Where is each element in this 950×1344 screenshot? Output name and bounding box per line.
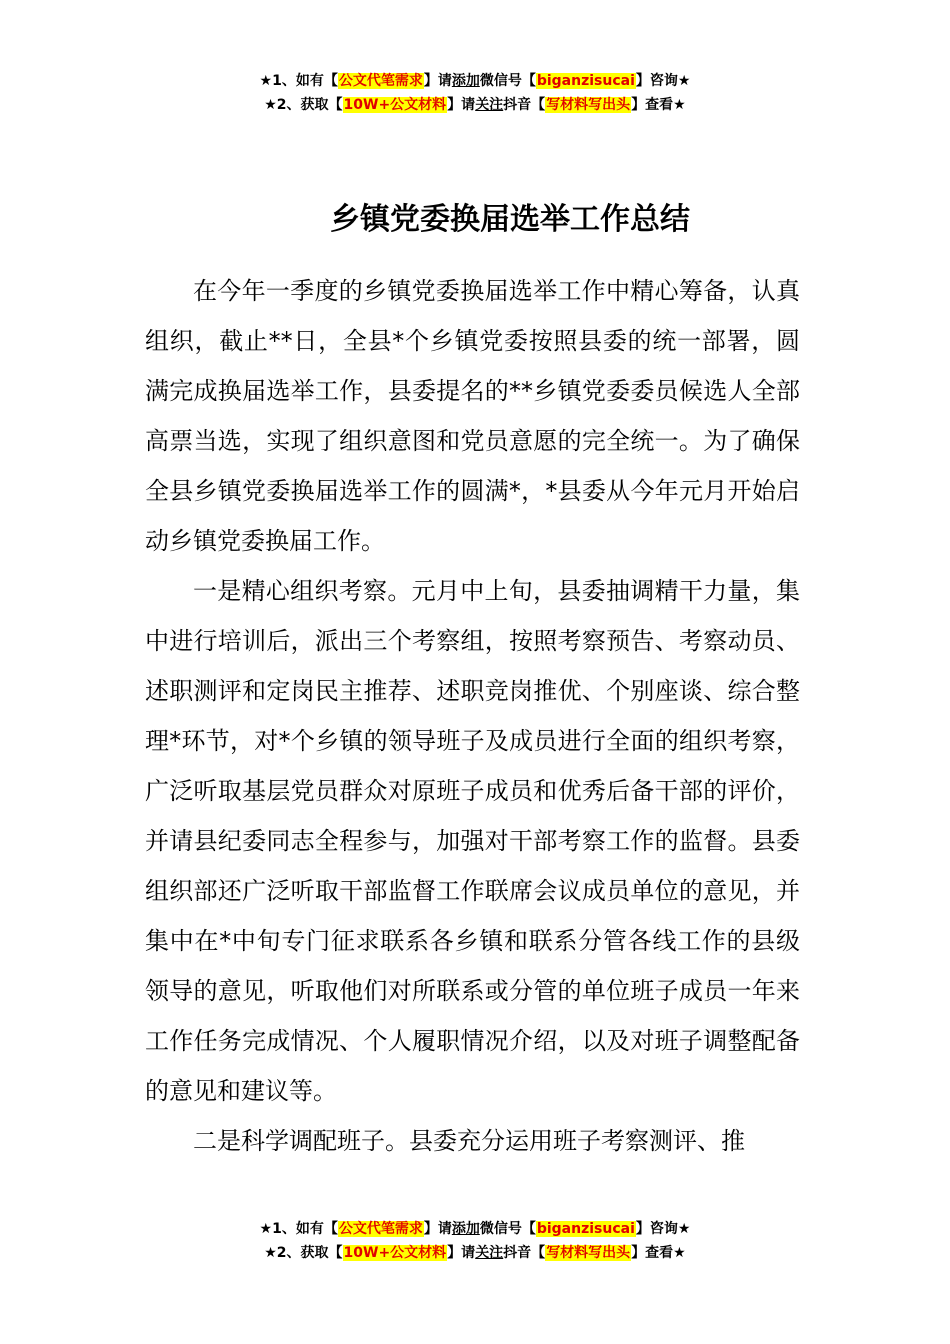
footer-banner (0, 1217, 950, 1265)
footer-line-1 (0, 1217, 950, 1241)
footer-line1-suffix: 】咨询★ (635, 1221, 691, 1237)
footer-line2-suffix: 】查看★ (631, 1245, 686, 1261)
paragraph-1: 在今年一季度的乡镇党委换届选举工作中精心筹备，认真组织，截止**日，全县*个乡镇党委按照县委的统一部署，圆满完成换届选举工作，县委提名的**乡镇党委委员候选人全部高票当选，实现了组织意图和党员意愿的完全统一。为了确保全县乡镇党委换届选举工作的圆满*，*县委从今年元月开始启动乡镇党委换届工作。 (145, 277, 800, 555)
header-line1-underlined: 添加 (451, 73, 480, 89)
document-title: 乡镇党委换届选举工作总结 (330, 202, 690, 237)
header-line2-text-2: 抖音【 (503, 97, 546, 113)
header-banner (0, 69, 950, 117)
header-line2-underlined: 关注 (475, 97, 504, 113)
header-line2-highlight-materials: 10W+公文材料 (343, 97, 447, 113)
header-line1-highlight-wechat: biganzisucai (536, 73, 635, 89)
header-line1-suffix: 】咨询★ (635, 73, 691, 89)
paragraph-3: 二是科学调配班子。县委充分运用班子考察测评、推 (193, 1127, 745, 1155)
header-line2-prefix: ★2、获取【 (264, 97, 343, 113)
footer-line2-underlined: 关注 (475, 1245, 504, 1261)
footer-line1-text-2: 微信号【 (479, 1221, 536, 1237)
header-line2-text: 】请 (447, 97, 476, 113)
footer-line-2 (0, 1241, 950, 1265)
header-line1-prefix: ★1、如有【 (259, 73, 338, 89)
footer-line2-highlight-materials: 10W+公文材料 (343, 1245, 447, 1261)
footer-line2-text-2: 抖音【 (503, 1245, 546, 1261)
footer-line1-prefix: ★1、如有【 (259, 1221, 338, 1237)
footer-line2-text: 】请 (447, 1245, 476, 1261)
header-line-1 (0, 69, 950, 93)
header-line1-text: 】请 (423, 73, 452, 89)
paragraph-2: 一是精心组织考察。元月中上旬，县委抽调精干力量，集中进行培训后，派出三个考察组，按照考察预告、考察动员、述职测评和定岗民主推荐、述职竞岗推优、个别座谈、综合整理*环节，对*个乡镇的领导班子及成员进行全面的组织考察，广泛听取基层党员群众对原班子成员和优秀后备干部的评价，并请县纪委同志全程参与，加强对干部考察工作的监督。县委组织部还广泛听取干部监督工作联席会议成员单位的意见，并集中在*中旬专门征求联系各乡镇和联系分管各线工作的县级领导的意见，听取他们对所联系或分管的单位班子成员一年来工作任务完成情况、个人履职情况介绍，以及对班子调整配备的意见和建议等。 (145, 577, 800, 1105)
footer-line2-prefix: ★2、获取【 (264, 1245, 343, 1261)
footer-line2-highlight-douyin: 写材料写出头 (546, 1245, 631, 1261)
header-line2-highlight-douyin: 写材料写出头 (546, 97, 631, 113)
header-line1-highlight-service: 公文代笔需求 (338, 73, 423, 89)
header-line-2 (0, 93, 950, 117)
footer-line1-text: 】请 (423, 1221, 452, 1237)
footer-line1-highlight-service: 公文代笔需求 (338, 1221, 423, 1237)
header-line1-text-2: 微信号【 (479, 73, 536, 89)
document-body (145, 266, 800, 1166)
footer-line1-underlined: 添加 (451, 1221, 480, 1237)
footer-line1-highlight-wechat: biganzisucai (536, 1221, 635, 1237)
header-line2-suffix: 】查看★ (631, 97, 686, 113)
